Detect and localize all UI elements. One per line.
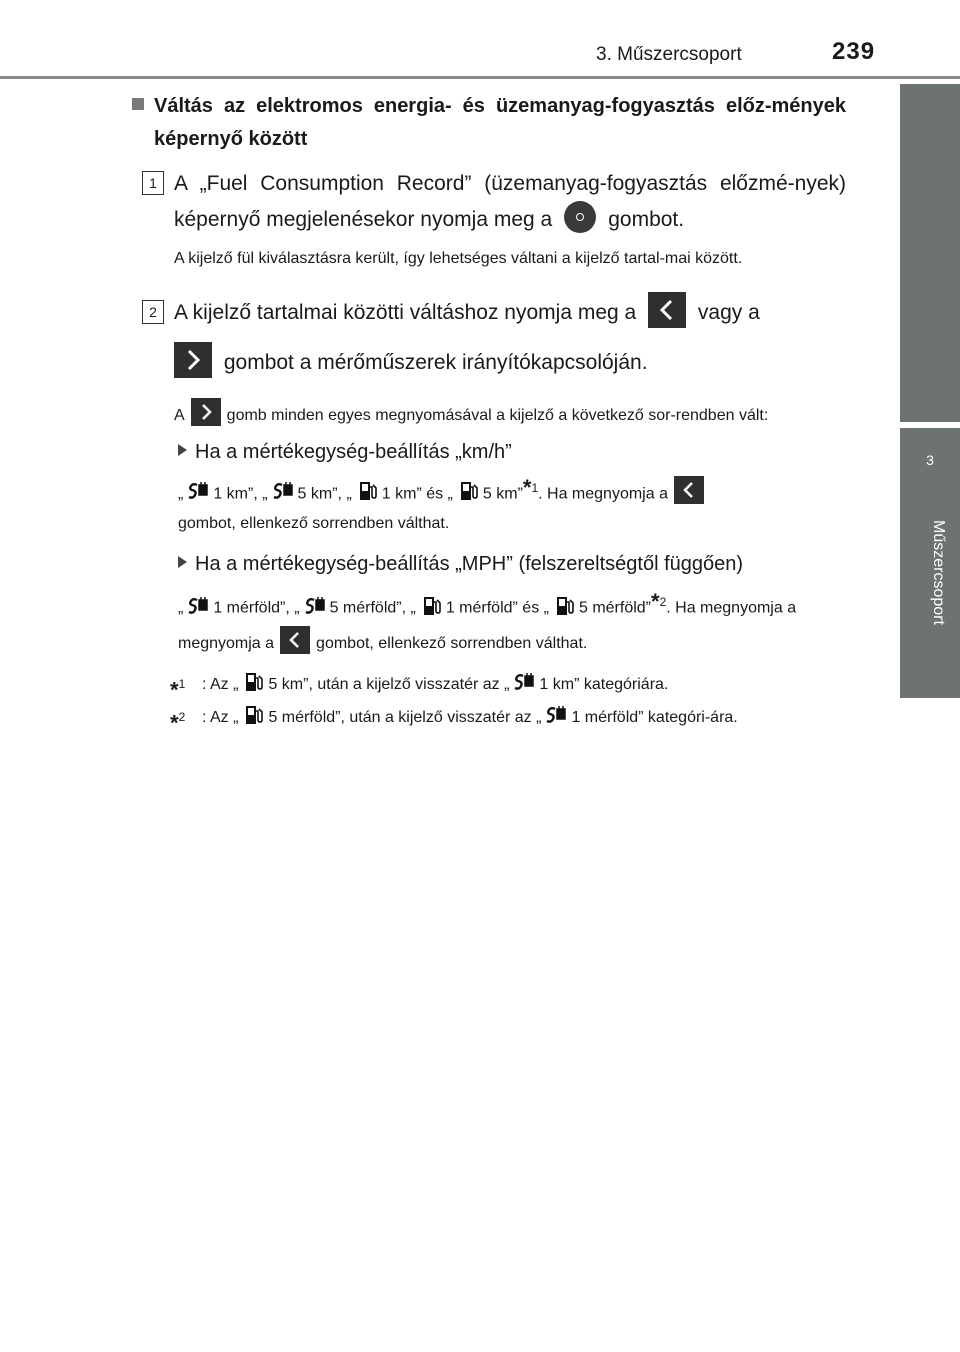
- step-number: 1: [142, 171, 164, 195]
- step-text: gombot.: [608, 208, 685, 231]
- chevron-left-icon: [648, 292, 686, 328]
- ev-energy-icon: [513, 672, 535, 692]
- step-text: gombot a mérőműszerek irányítókapcsolóján.: [223, 351, 648, 374]
- chevron-right-icon: [191, 398, 221, 426]
- footnote-ref: *1: [522, 475, 539, 500]
- mph-sequence: [130, 585, 846, 660]
- text: „: [178, 485, 184, 503]
- text: 5 mérföld”: [578, 599, 651, 617]
- text: gombot, ellenkező sorrendben válthat.: [316, 634, 588, 652]
- footnote-mark: *$^2$: [170, 709, 186, 735]
- fuel-pump-icon: [356, 481, 378, 501]
- subheading-text: Ha a mértékegység-beállítás „km/h”: [195, 441, 512, 463]
- step-number: 2: [142, 300, 164, 324]
- step-text: A „Fuel Consumption Record” (üzemanyag-fogyasztás előzmé-nyek) képernyő megjelenésekor nyomja meg a: [174, 172, 846, 231]
- text: . Ha megnyomja a: [666, 599, 797, 617]
- ev-energy-icon: [187, 595, 209, 615]
- fuel-pump-icon: [553, 595, 575, 615]
- chapter-title: 3. Műszercsoport: [596, 44, 742, 65]
- heading-text: Váltás az elektromos energia- és üzemanyag-fogyasztás előz-mények képernyő között: [154, 95, 846, 150]
- text: gombot, ellenkező sorrendben válthat.: [178, 515, 450, 533]
- text: 5 km”, „: [297, 485, 352, 503]
- chevron-left-icon: [674, 476, 704, 504]
- text: 5 km”, után a kijelző visszatér az „: [268, 675, 510, 693]
- footnote-1: [130, 671, 846, 702]
- step-1: [130, 166, 846, 237]
- triangle-bullet-icon: [178, 444, 187, 456]
- text: . Ha megnyomja a: [538, 485, 668, 503]
- text: 1 km”, „: [213, 485, 268, 503]
- text: 1 km” és „: [381, 485, 453, 503]
- text: 5 mérföld”, „: [329, 599, 416, 617]
- step-text: A kijelző tartalmai közötti váltáshoz nyomja meg a: [174, 301, 637, 324]
- text: : Az „: [202, 675, 239, 693]
- footnote-mark: *$^1$: [170, 676, 186, 702]
- step-text: vagy a: [697, 301, 760, 324]
- ev-energy-icon: [304, 595, 326, 615]
- ev-energy-icon: [187, 481, 209, 501]
- text: 1 mérföld”, „: [213, 599, 300, 617]
- km-subheading: [130, 437, 846, 467]
- text: megnyomja a: [178, 634, 275, 652]
- fuel-pump-icon: [457, 481, 479, 501]
- subheading-text: Ha a mértékegység-beállítás „MPH” (felszereltségtől függően): [195, 553, 744, 576]
- chevron-left-icon: [280, 626, 310, 654]
- round-button-icon: [564, 201, 596, 233]
- section-heading: [130, 90, 846, 156]
- ev-energy-icon: [545, 705, 567, 725]
- side-tab-label: Műszercsoport: [930, 520, 947, 625]
- text: 1 km” kategóriára.: [539, 675, 669, 693]
- fuel-pump-icon: [420, 595, 442, 615]
- page-number: 239: [832, 38, 876, 65]
- step-note: A kijelző fül kiválasztásra került, így lehetséges váltani a kijelző tartal-mai között.: [174, 250, 743, 267]
- text: 5 mérföld”, után a kijelző visszatér az „: [268, 708, 542, 726]
- step-2: [130, 288, 846, 388]
- main-content: [130, 90, 846, 735]
- mph-subheading: [130, 549, 846, 579]
- km-sequence: [130, 473, 846, 539]
- footnote-ref: *2: [651, 589, 667, 615]
- chevron-right-icon: [174, 342, 212, 378]
- note-text: gomb minden egyes megnyomásával a kijelző a következő sor-rendben vált:: [226, 407, 769, 424]
- fuel-pump-icon: [242, 672, 264, 692]
- text: 1 mérföld” kategóri-ára.: [571, 708, 738, 726]
- note-text: A: [174, 407, 185, 424]
- square-bullet-icon: [132, 98, 144, 110]
- side-tab-rule: [900, 84, 960, 422]
- triangle-bullet-icon: [178, 556, 187, 568]
- step-note: [130, 398, 846, 427]
- text: 5 km”: [482, 485, 523, 503]
- header-rule: [0, 76, 960, 79]
- side-tab-number: 3: [926, 452, 934, 468]
- ev-energy-icon: [272, 481, 294, 501]
- text: : Az „: [202, 708, 239, 726]
- text: „: [178, 599, 184, 617]
- footnote-2: [130, 704, 846, 735]
- fuel-pump-icon: [242, 705, 264, 725]
- text: 1 mérföld” és „: [445, 599, 549, 617]
